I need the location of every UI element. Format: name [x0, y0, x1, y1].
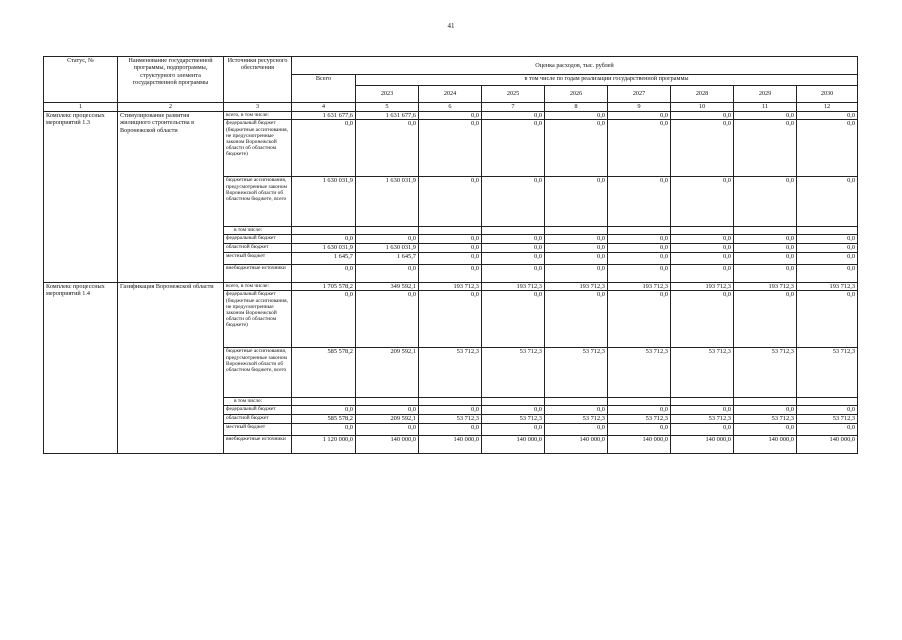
value-year: 193 712,3: [797, 282, 858, 291]
source-label: в том числе:: [224, 398, 292, 406]
value-year: 0,0: [734, 244, 797, 253]
value-year: 0,0: [734, 235, 797, 244]
value-year: 0,0: [419, 423, 482, 435]
value-year: 0,0: [608, 264, 671, 282]
value-year: 53 712,3: [419, 348, 482, 398]
value-year: 0,0: [671, 406, 734, 415]
value-year: [482, 227, 545, 235]
value-year: 1 645,7: [356, 252, 419, 264]
value-year: 0,0: [797, 244, 858, 253]
value-total: 1 120 000,0: [292, 435, 356, 453]
value-year: 0,0: [356, 406, 419, 415]
value-year: 193 712,3: [545, 282, 608, 291]
value-total: 0,0: [292, 423, 356, 435]
value-year: 0,0: [419, 406, 482, 415]
value-total: 0,0: [292, 406, 356, 415]
value-year: 0,0: [671, 120, 734, 177]
value-total: [292, 227, 356, 235]
value-year: 0,0: [734, 406, 797, 415]
header-year: 2027: [608, 86, 671, 103]
value-total: 585 578,2: [292, 348, 356, 398]
header-year: 2028: [671, 86, 734, 103]
value-total: 1 645,7: [292, 252, 356, 264]
header-year: 2026: [545, 86, 608, 103]
value-year: 0,0: [419, 120, 482, 177]
header-by-years: в том числе по годам реализации государственной программы: [356, 75, 858, 86]
value-year: [734, 398, 797, 406]
value-year: 0,0: [545, 111, 608, 120]
budget-table: [43, 56, 858, 454]
value-year: 349 592,1: [356, 282, 419, 291]
value-year: 53 712,3: [419, 415, 482, 424]
value-total: 1 630 031,9: [292, 244, 356, 253]
value-year: 0,0: [356, 264, 419, 282]
value-year: 0,0: [482, 264, 545, 282]
value-year: [797, 398, 858, 406]
value-total: 0,0: [292, 120, 356, 177]
value-year: [356, 227, 419, 235]
value-year: 0,0: [545, 264, 608, 282]
column-number: 10: [671, 103, 734, 112]
value-year: 0,0: [608, 111, 671, 120]
column-number: 6: [419, 103, 482, 112]
value-year: 0,0: [671, 252, 734, 264]
column-number: 8: [545, 103, 608, 112]
value-year: 0,0: [419, 264, 482, 282]
source-label: федеральный бюджет (бюджетные ассигнования, не предусмотренные законом Воронежской области об областном бюджете): [224, 291, 292, 348]
value-year: 0,0: [671, 111, 734, 120]
value-year: 140 000,0: [482, 435, 545, 453]
value-year: 0,0: [608, 291, 671, 348]
section-name: Газификация Воронежской области: [118, 282, 224, 453]
value-year: [482, 398, 545, 406]
value-total: [292, 398, 356, 406]
value-year: 53 712,3: [608, 348, 671, 398]
section-name: Стимулирование развития жилищного строительства в Воронежской области: [118, 111, 224, 282]
value-year: 0,0: [545, 406, 608, 415]
source-label: внебюджетные источники: [224, 264, 292, 282]
value-year: [356, 398, 419, 406]
value-year: 0,0: [671, 423, 734, 435]
value-year: 0,0: [797, 252, 858, 264]
header-name: Наименование государственной программы, подпрограммы, структурного элемента государственной программы: [118, 57, 224, 103]
source-label: областной бюджет: [224, 244, 292, 253]
value-year: 0,0: [482, 235, 545, 244]
value-year: 53 712,3: [734, 415, 797, 424]
value-year: 193 712,3: [419, 282, 482, 291]
section-status: Комплекс процессных мероприятий 1.4: [44, 282, 118, 453]
value-year: 0,0: [797, 120, 858, 177]
value-year: 53 712,3: [671, 415, 734, 424]
value-year: 140 000,0: [671, 435, 734, 453]
value-total: 0,0: [292, 264, 356, 282]
header-total: Всего: [292, 75, 356, 103]
value-year: 0,0: [419, 235, 482, 244]
value-total: 1 631 677,6: [292, 111, 356, 120]
header-year: 2030: [797, 86, 858, 103]
value-year: 53 712,3: [545, 415, 608, 424]
table-row: [44, 282, 858, 291]
value-year: 0,0: [419, 244, 482, 253]
value-year: 0,0: [797, 406, 858, 415]
value-year: 0,0: [608, 120, 671, 177]
value-year: 209 592,1: [356, 348, 419, 398]
column-number: 11: [734, 103, 797, 112]
value-year: 140 000,0: [797, 435, 858, 453]
value-year: [734, 227, 797, 235]
value-year: [419, 227, 482, 235]
source-label: всего, в том числе:: [224, 111, 292, 120]
value-year: [608, 398, 671, 406]
value-total: 585 578,2: [292, 415, 356, 424]
value-year: 1 630 031,9: [356, 244, 419, 253]
value-total: 0,0: [292, 235, 356, 244]
value-total: 0,0: [292, 291, 356, 348]
value-year: 0,0: [419, 291, 482, 348]
column-number: 7: [482, 103, 545, 112]
value-year: [419, 398, 482, 406]
value-year: 0,0: [734, 264, 797, 282]
value-total: 1 630 031,9: [292, 177, 356, 227]
value-year: 53 712,3: [545, 348, 608, 398]
header-year: 2023: [356, 86, 419, 103]
value-total: 1 705 578,2: [292, 282, 356, 291]
value-year: 209 592,1: [356, 415, 419, 424]
value-year: 0,0: [671, 244, 734, 253]
value-year: 0,0: [482, 406, 545, 415]
source-label: бюджетные ассигнования, предусмотренные законом Воронежской области об областном бюджете, всего: [224, 348, 292, 398]
value-year: 53 712,3: [608, 415, 671, 424]
value-year: 193 712,3: [671, 282, 734, 291]
value-year: 0,0: [608, 406, 671, 415]
value-year: 0,0: [734, 423, 797, 435]
value-year: 140 000,0: [545, 435, 608, 453]
value-year: 53 712,3: [482, 348, 545, 398]
header-year: 2025: [482, 86, 545, 103]
value-year: 0,0: [356, 423, 419, 435]
source-label: внебюджетные источники: [224, 435, 292, 453]
value-year: 0,0: [419, 111, 482, 120]
value-year: 0,0: [482, 291, 545, 348]
column-number: 9: [608, 103, 671, 112]
value-year: 0,0: [482, 177, 545, 227]
value-year: 0,0: [734, 291, 797, 348]
value-year: [545, 398, 608, 406]
value-year: 0,0: [482, 244, 545, 253]
value-year: 0,0: [545, 291, 608, 348]
source-label: областной бюджет: [224, 415, 292, 424]
value-year: 53 712,3: [797, 415, 858, 424]
source-label: в том числе:: [224, 227, 292, 235]
value-year: [671, 227, 734, 235]
value-year: 193 712,3: [482, 282, 545, 291]
value-year: 0,0: [608, 177, 671, 227]
value-year: 0,0: [671, 264, 734, 282]
value-year: 0,0: [797, 177, 858, 227]
table-row: [44, 111, 858, 120]
value-year: 0,0: [419, 177, 482, 227]
value-year: 140 000,0: [734, 435, 797, 453]
value-year: 0,0: [482, 252, 545, 264]
value-year: 0,0: [734, 252, 797, 264]
value-year: 0,0: [797, 111, 858, 120]
value-year: 0,0: [797, 291, 858, 348]
value-year: 1 630 031,9: [356, 177, 419, 227]
column-number: 3: [224, 103, 292, 112]
value-year: 0,0: [545, 244, 608, 253]
value-year: 0,0: [545, 177, 608, 227]
value-year: 0,0: [734, 177, 797, 227]
header-sources: Источники ресурсного обеспечения: [224, 57, 292, 103]
value-year: 140 000,0: [356, 435, 419, 453]
source-label: федеральный бюджет (бюджетные ассигнования, не предусмотренные законом Воронежской области об областном бюджете): [224, 120, 292, 177]
value-year: 0,0: [671, 177, 734, 227]
value-year: 0,0: [608, 252, 671, 264]
value-year: 0,0: [797, 423, 858, 435]
header-year: 2029: [734, 86, 797, 103]
value-year: 53 712,3: [671, 348, 734, 398]
value-year: 0,0: [356, 291, 419, 348]
value-year: 53 712,3: [482, 415, 545, 424]
value-year: 193 712,3: [608, 282, 671, 291]
source-label: бюджетные ассигнования, предусмотренные законом Воронежской области об областном бюджете, всего: [224, 177, 292, 227]
value-year: 0,0: [545, 423, 608, 435]
value-year: 0,0: [545, 120, 608, 177]
value-year: 140 000,0: [608, 435, 671, 453]
value-year: 0,0: [797, 235, 858, 244]
value-year: 0,0: [734, 120, 797, 177]
column-number: 12: [797, 103, 858, 112]
value-year: 53 712,3: [797, 348, 858, 398]
column-number: 5: [356, 103, 419, 112]
value-year: 0,0: [545, 252, 608, 264]
column-number: 1: [44, 103, 118, 112]
value-year: 193 712,3: [734, 282, 797, 291]
value-year: 1 631 677,6: [356, 111, 419, 120]
column-number: 4: [292, 103, 356, 112]
value-year: 0,0: [482, 120, 545, 177]
source-label: федеральный бюджет: [224, 235, 292, 244]
value-year: 0,0: [482, 423, 545, 435]
page-number: 41: [447, 22, 455, 30]
value-year: 0,0: [671, 235, 734, 244]
source-label: местный бюджет: [224, 423, 292, 435]
value-year: 0,0: [671, 291, 734, 348]
value-year: 0,0: [608, 235, 671, 244]
header-year: 2024: [419, 86, 482, 103]
value-year: 0,0: [608, 423, 671, 435]
value-year: [608, 227, 671, 235]
source-label: федеральный бюджет: [224, 406, 292, 415]
value-year: 140 000,0: [419, 435, 482, 453]
header-estimate: Оценка расходов, тыс. рублей: [292, 57, 858, 75]
header-status: Статус, №: [44, 57, 118, 103]
column-number: 2: [118, 103, 224, 112]
value-year: 0,0: [797, 264, 858, 282]
source-label: всего, в том числе:: [224, 282, 292, 291]
value-year: 0,0: [356, 235, 419, 244]
value-year: 0,0: [356, 120, 419, 177]
section-status: Комплекс процессных мероприятий 1.3: [44, 111, 118, 282]
value-year: [671, 398, 734, 406]
value-year: [545, 227, 608, 235]
value-year: 0,0: [419, 252, 482, 264]
value-year: 0,0: [608, 244, 671, 253]
value-year: 0,0: [734, 111, 797, 120]
value-year: 0,0: [482, 111, 545, 120]
value-year: 53 712,3: [734, 348, 797, 398]
source-label: местный бюджет: [224, 252, 292, 264]
value-year: [797, 227, 858, 235]
value-year: 0,0: [545, 235, 608, 244]
